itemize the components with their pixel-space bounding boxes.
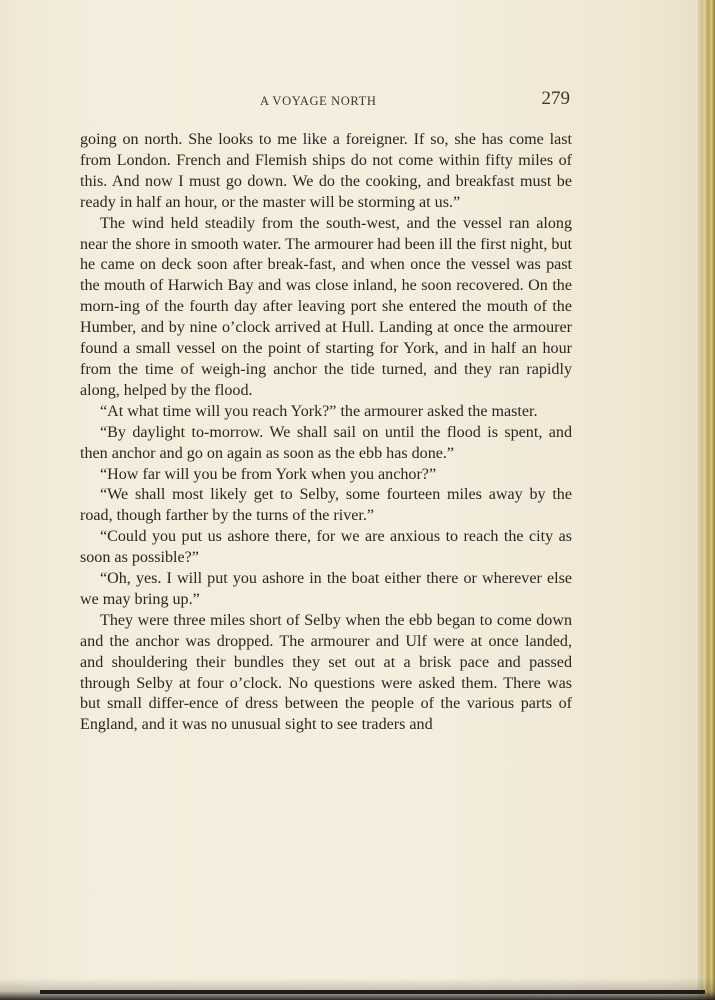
paragraph: “Could you put us ashore there, for we are anxious to reach the city as soon as possible?” xyxy=(80,528,572,567)
paragraph: “How far will you be from York when you anchor?” xyxy=(100,465,437,483)
paragraph: “At what time will you reach York?” the armourer asked the master. xyxy=(100,402,538,420)
body-text xyxy=(80,130,572,736)
running-head xyxy=(80,88,570,112)
page-bottom-edge xyxy=(40,990,705,994)
paragraph: They were three miles short of Selby when the ebb began to come down and the anchor was dropped. The armourer and Ulf were at once landed, and shouldering their bundles they set out at a brisk pace and passed through Selby at four o’clock. No questions were asked them. There was but small differ-ence of dress between the people of the various parts of England, and it was no unusual sight to see traders and xyxy=(80,611,572,734)
page-number: 279 xyxy=(541,88,570,109)
page-bottom-shadow xyxy=(0,978,715,1000)
paragraph: going on north. She looks to me like a foreigner. If so, she has come last from London. French and Flemish ships do not come within fifty miles of this. And now I must go down. We do the cooking, and breakfast must be ready in half an hour, or the master will be storming at us.” xyxy=(80,131,572,211)
book-spine xyxy=(701,0,715,1000)
paragraph: “Oh, yes. I will put you ashore in the boat either there or wherever else we may bring up.” xyxy=(80,570,572,608)
paragraph: The wind held steadily from the south-west, and the vessel ran along near the shore in smooth water. The armourer had been ill the first night, but he came on deck soon after break-fast, and when once the vessel was past the mouth of Harwich Bay and was close inland, he soon recovered. On the morn-ing of the fourth day after leaving port she entered the mouth of the Humber, and by nine o’clock arrived at Hull. Landing at once the armourer found a small vessel on the point of starting for York, and in half an hour from the time of weigh-ing anchor the tide turned, and they ran rapidly along, helped by the flood. xyxy=(80,214,572,399)
paragraph: “We shall most likely get to Selby, some fourteen miles away by the road, though farther by the turns of the river.” xyxy=(80,486,572,525)
paragraph: “By daylight to-morrow. We shall sail on until the flood is spent, and then anchor and go on again as soon as the ebb has done.” xyxy=(80,423,572,462)
running-title: A VOYAGE NORTH xyxy=(260,94,377,108)
